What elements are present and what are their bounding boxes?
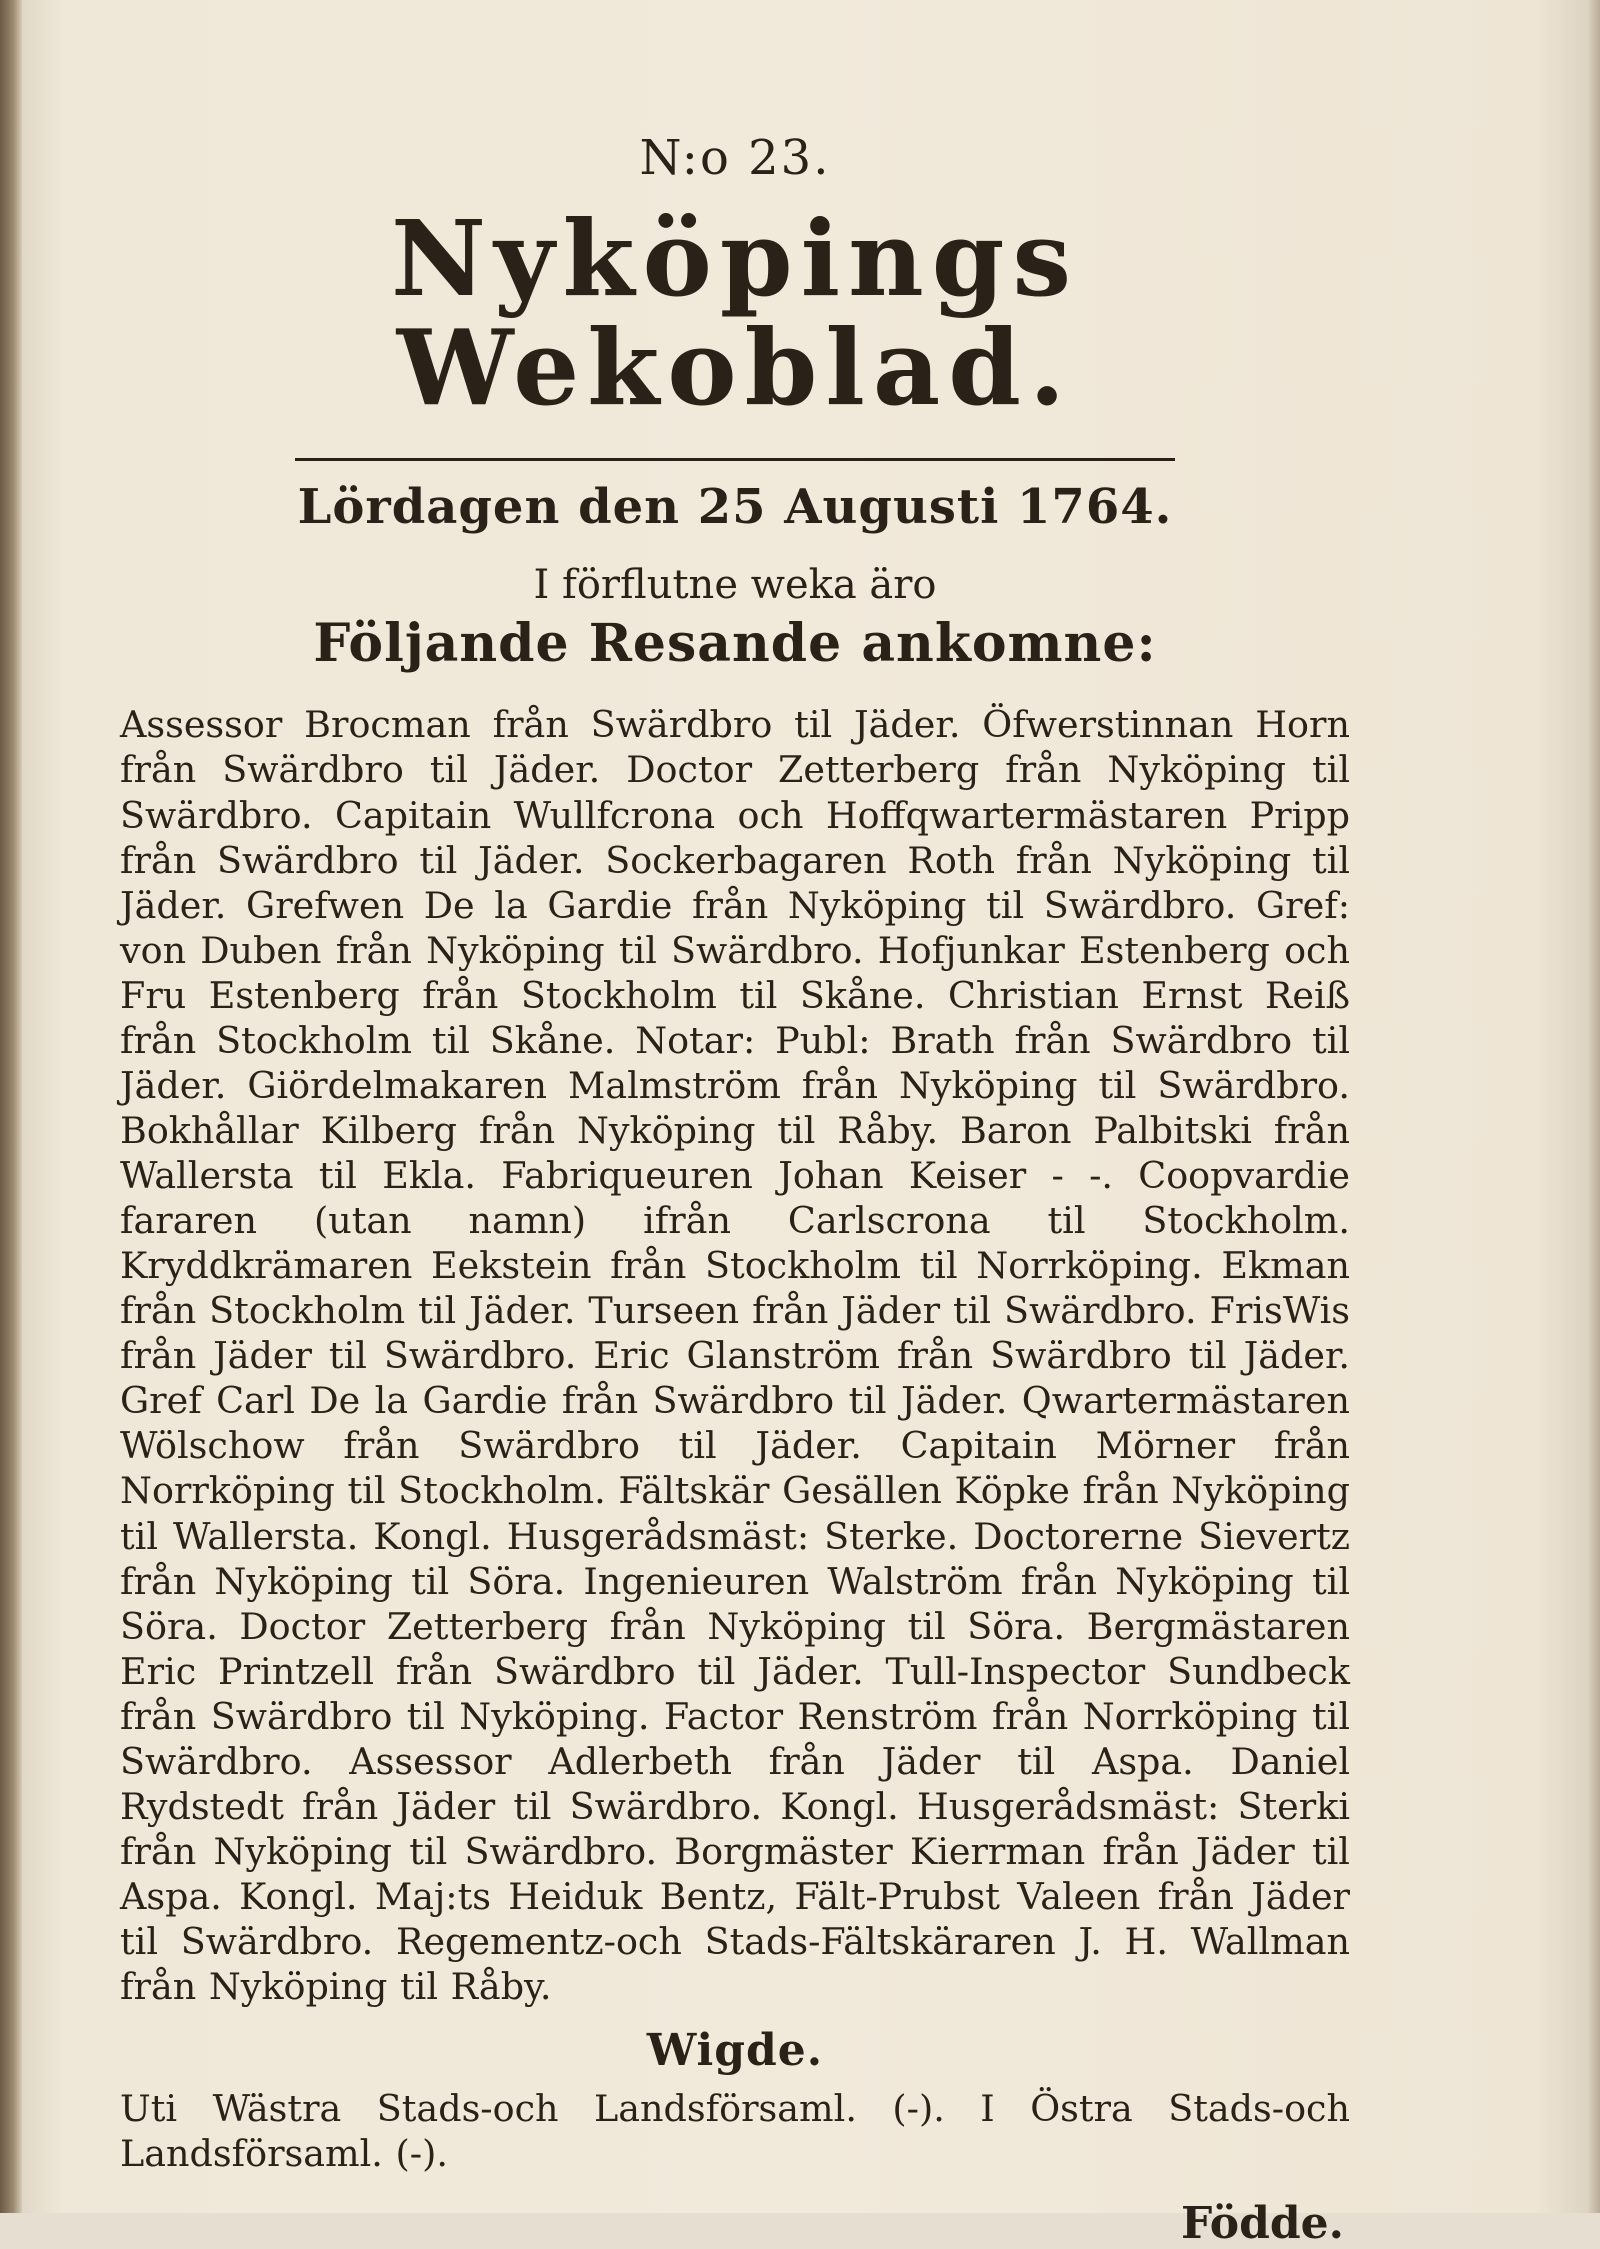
wigde-text: Uti Wästra Stads-och Landsförsaml. (-). I Östra Stads-och Landsförsaml. (-). — [120, 2087, 1350, 2176]
masthead-title: Nyköpings Wekoblad. — [390, 197, 1080, 430]
catchword-fodde: Födde. — [1180, 2198, 1344, 2249]
book-gutter — [0, 0, 22, 2213]
section-title-wigde: Wigde. — [646, 2025, 824, 2077]
dateline: Lördagen den 25 Augusti 1764. — [297, 479, 1173, 536]
page-edge — [1586, 0, 1600, 2213]
section-title-travellers: Följande Resande ankomne: — [313, 613, 1157, 675]
wigde-paragraph — [120, 2086, 1350, 2176]
text-column — [120, 120, 1350, 2249]
travellers-text: Assessor Brocman från Swärdbro til Jäder. Öfwerstinnan Horn från Swärdbro til Jäder. Doctor Zetterberg från Nyköping til Swärdbro. Capitain Wullfcrona och Hoffqwartermästaren Pripp från Swärdbro til Jäder. Sockerbagaren Roth från Nyköping til Jäder. Grefwen De la Gardie från Nyköping til Swärdbro. Gref: von Duben från Nyköping til Swärdbro. Hofjunkar Estenberg och Fru Estenberg från Stockholm til Skåne. Christian Ernst Reiß från Stockholm til Skåne. Notar: Publ: Brath från Swärdbro til Jäder. Giördelmakaren Malmström från Nyköping til Swärdbro. Bokhållar Kilberg från Nyköping til Råby. Baron Palbitski från Wallersta til Ekla. Fabriqueuren Johan Keiser - -. Coopvardie fararen (utan namn) ifrån Carlscrona til Stockholm. Kryddkrämaren Eekstein från Stockholm til Norrköping. Ekman från Stockholm til Jäder. Turseen från Jäder til Swärdbro. FrisWis från Jäder til Swärdbro. Eric Glanström från Swärdbro til Jäder. Gref Carl De la Gardie från Swärdbro til Jäder. Qwartermästaren Wölschow från Swärdbro til Jäder. Capitain Mörner från Norrköping til Stockholm. Fältskär Gesällen Köpke från Nyköping til Wallersta. Kongl. Husgerådsmäst: Sterke. Doctorerne Sievertz från Nyköping til Söra. Ingenieuren Walström från Nyköping til Söra. Doctor Zetterberg från Nyköping til Söra. Bergmästaren Eric Printzell från Swärdbro til Jäder. Tull-Inspector Sundbeck från Swärdbro til Nyköping. Factor Renström från Norrköping til Swärdbro. Assessor Adlerbeth från Jäder til Aspa. Daniel Rydstedt från Jäder til Swärdbro. Kongl. Husgerådsmäst: Sterki från Nyköping til Swärdbro. Borgmäster Kierrman från Jäder til Aspa. Kongl. Maj:ts Heiduk Bentz, Fält-Prubst Valeen från Jäder til Swärdbro. Regementz-och Stads-Fältskäraren J. H. Wallman från Nyköping til Råby. — [120, 703, 1350, 2009]
intro-line: I förflutne weka äro — [533, 562, 937, 609]
masthead-rule — [295, 458, 1175, 461]
issue-number: N:o 23. — [639, 130, 831, 186]
travellers-paragraph — [120, 702, 1350, 2009]
